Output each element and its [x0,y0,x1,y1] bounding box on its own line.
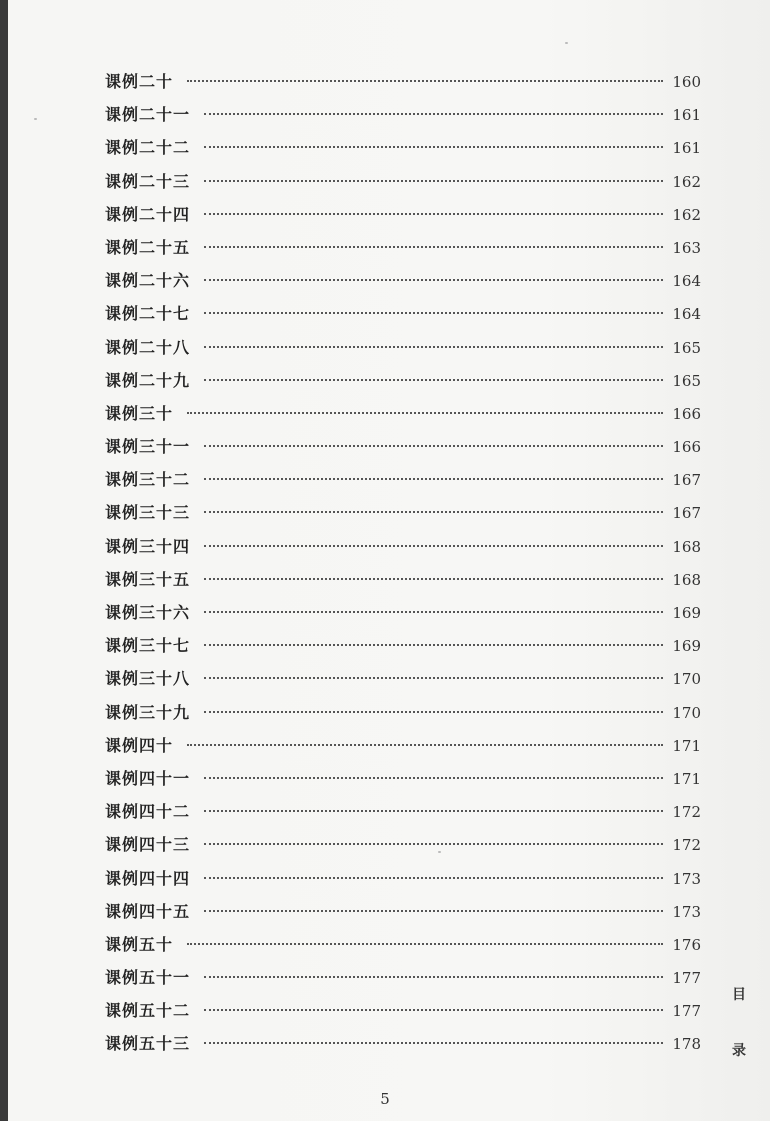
toc-entry-page-number: 164 [672,272,701,291]
toc-leader-dots [204,246,663,248]
toc-entry[interactable] [105,402,701,435]
toc-leader-dots [204,213,663,215]
toc-entry-page-number: 167 [672,471,701,490]
toc-entry[interactable] [105,103,701,136]
toc-entry[interactable] [105,800,701,833]
toc-leader-dots [204,379,663,381]
toc-entry-page-number: 172 [672,803,701,822]
toc-entry-title: 课例四十四 [105,868,191,888]
toc-entry[interactable] [105,667,701,700]
table-of-contents [105,70,701,1066]
toc-entry-page-number: 162 [672,205,701,224]
toc-entry[interactable] [105,236,701,269]
toc-entry-page-number: 160 [672,73,701,91]
toc-entry[interactable] [105,468,701,501]
toc-leader-dots [204,146,663,148]
toc-leader-dots [204,711,663,713]
toc-leader-dots [204,1009,663,1011]
toc-entry[interactable] [105,966,701,999]
toc-entry-page-number: 164 [672,305,701,324]
toc-entry-page-number: 168 [672,537,701,556]
toc-entry-title: 课例四十五 [105,901,191,921]
toc-entry-page-number: 167 [672,504,701,523]
toc-leader-dots [204,511,663,513]
scan-speck [438,851,441,853]
toc-entry[interactable] [105,933,701,966]
toc-entry-title: 课例四十二 [105,802,191,822]
toc-entry-title: 课例四十 [105,735,174,755]
toc-entry[interactable] [105,336,701,369]
toc-leader-dots [204,279,663,281]
toc-leader-dots [204,644,663,646]
toc-entry-title: 课例三十一 [105,437,191,457]
toc-entry-title: 课例二十二 [105,138,191,158]
toc-leader-dots [204,843,663,845]
toc-entry-title: 课例二十三 [105,171,191,191]
toc-entry-title: 课例三十二 [105,470,191,490]
toc-entry-title: 课例四十三 [105,835,191,855]
toc-entry-page-number: 161 [672,139,701,158]
toc-entry-title: 课例三十五 [105,569,191,589]
toc-entry-page-number: 170 [672,670,701,689]
toc-entry-page-number: 170 [672,703,701,722]
toc-entry[interactable] [105,1032,701,1065]
toc-entry[interactable] [105,833,701,866]
toc-entry-title: 课例四十一 [105,768,191,788]
toc-entry-page-number: 171 [672,736,701,755]
toc-leader-dots [204,611,663,613]
toc-leader-dots [187,80,663,82]
toc-entry-title: 课例五十 [105,934,174,954]
toc-entry[interactable] [105,435,701,468]
toc-leader-dots [187,744,663,746]
toc-entry[interactable] [105,369,701,402]
toc-entry-title: 课例二十一 [105,105,191,125]
scan-left-edge [0,0,8,1121]
toc-leader-dots [204,445,663,447]
side-label-mu: 目 [732,987,746,1003]
toc-leader-dots [204,113,663,115]
toc-entry-title: 课例二十五 [105,237,191,257]
toc-entry-page-number: 177 [672,969,701,988]
toc-leader-dots [204,180,663,182]
toc-entry[interactable] [105,302,701,335]
toc-leader-dots [204,545,663,547]
toc-entry-page-number: 171 [672,769,701,788]
toc-entry[interactable] [105,136,701,169]
toc-leader-dots [204,810,663,812]
toc-entry-title: 课例二十八 [105,337,191,357]
toc-entry-title: 课例五十一 [105,968,191,988]
toc-leader-dots [204,312,663,314]
toc-entry-page-number: 173 [672,869,701,888]
toc-entry[interactable] [105,203,701,236]
toc-entry[interactable] [105,170,701,203]
toc-entry-page-number: 178 [672,1035,701,1054]
toc-entry-title: 课例三十三 [105,503,191,523]
page-number: 5 [380,1090,390,1108]
toc-entry-title: 课例五十二 [105,1001,191,1021]
toc-entry[interactable] [105,70,701,103]
toc-leader-dots [204,677,663,679]
scan-speck [565,42,568,44]
toc-entry-title: 课例二十 [105,72,174,91]
toc-entry[interactable] [105,999,701,1032]
toc-entry[interactable] [105,501,701,534]
toc-entry[interactable] [105,634,701,667]
toc-leader-dots [187,412,663,414]
toc-entry-page-number: 177 [672,1002,701,1021]
toc-entry-title: 课例三十六 [105,603,191,622]
toc-leader-dots [204,976,663,978]
toc-entry-page-number: 169 [672,604,701,622]
toc-entry-page-number: 161 [672,106,701,125]
toc-entry-title: 课例二十四 [105,204,191,224]
toc-entry-page-number: 173 [672,902,701,921]
toc-leader-dots [204,910,663,912]
toc-leader-dots [204,478,663,480]
toc-entry[interactable] [105,900,701,933]
side-label-lu: 录 [732,1043,746,1059]
toc-entry-title: 课例三十四 [105,536,191,556]
toc-entry-title: 课例五十三 [105,1034,191,1054]
toc-entry[interactable] [105,535,701,568]
toc-leader-dots [204,1042,663,1044]
toc-entry-page-number: 165 [672,371,701,390]
toc-entry[interactable] [105,734,701,767]
toc-entry-page-number: 163 [672,238,701,257]
toc-leader-dots [204,877,663,879]
scan-speck [34,118,37,120]
toc-leader-dots [204,777,663,779]
toc-entry-title: 课例二十七 [105,304,191,324]
toc-entry[interactable] [105,601,701,634]
toc-entry[interactable] [105,767,701,800]
toc-entry-page-number: 166 [672,438,701,457]
toc-entry-title: 课例二十六 [105,271,191,291]
toc-entry-title: 课例三十七 [105,636,191,656]
toc-entry-title: 课例三十 [105,403,174,423]
toc-entry[interactable] [105,568,701,601]
toc-entry-title: 课例二十九 [105,370,191,390]
toc-entry-page-number: 169 [672,637,701,656]
toc-entry[interactable] [105,867,701,900]
toc-entry-page-number: 176 [672,935,701,954]
toc-entry-page-number: 162 [672,172,701,191]
toc-entry-page-number: 168 [672,570,701,589]
toc-entry-title: 课例三十九 [105,702,191,722]
toc-entry-page-number: 165 [672,338,701,357]
toc-entry-page-number: 172 [672,836,701,855]
toc-entry[interactable] [105,701,701,734]
toc-leader-dots [204,578,663,580]
toc-leader-dots [204,346,663,348]
toc-entry[interactable] [105,269,701,302]
toc-entry-page-number: 166 [672,404,701,423]
toc-entry-title: 课例三十八 [105,669,191,689]
toc-leader-dots [187,943,663,945]
